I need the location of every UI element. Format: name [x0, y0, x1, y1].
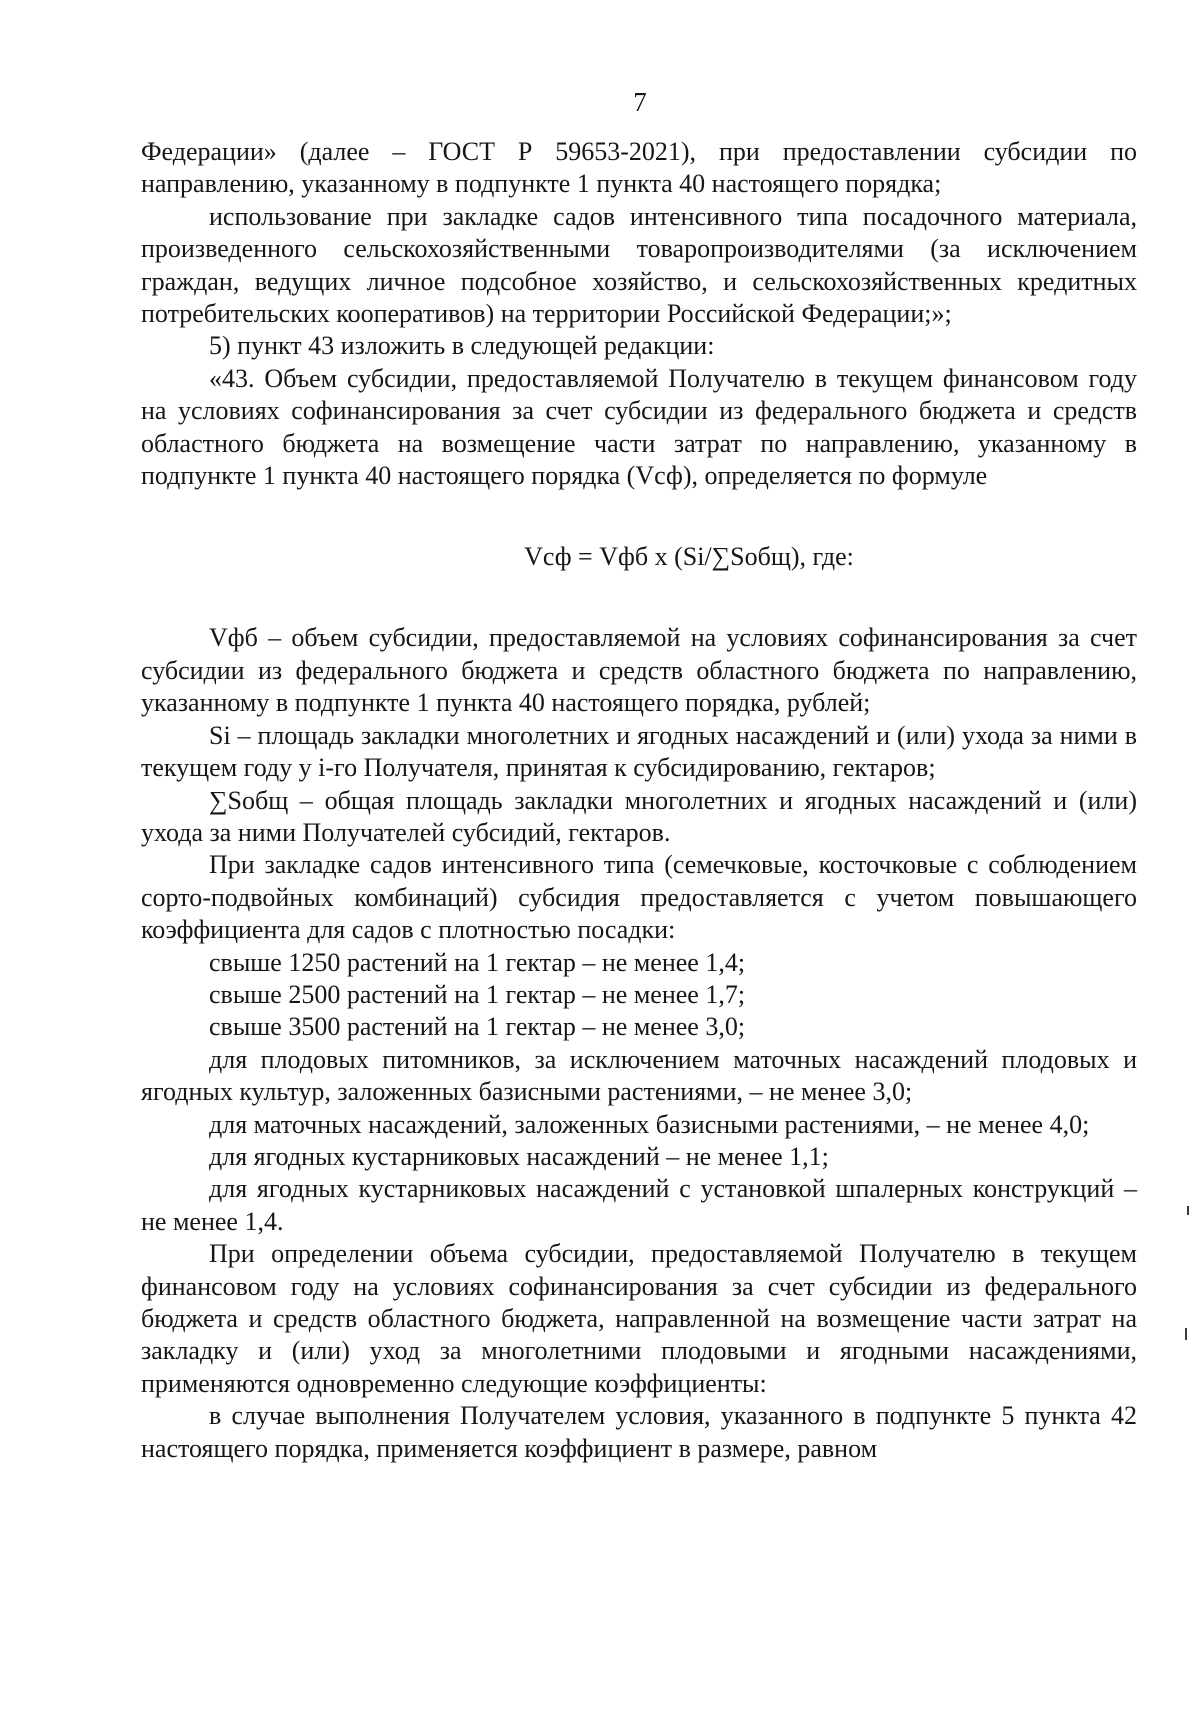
coefficient-item-nurseries: для плодовых питомников, за исключением маточных насаждений плодовых и ягодных культур, заложенных базисными растениями, – не менее 3,0;	[141, 1044, 1137, 1107]
paragraph-planting-material: использование при закладке садов интенсивного типа посадочного материала, произведенного сельскохозяйственными товаропроизводителями (за исключением граждан, ведущих личное подсобное хозяйство, и сельскохозяйственных кредитных потребительских кооперативов) на территории Российской Федерации;»;	[141, 201, 1137, 329]
coefficient-item-berry-trellis: для ягодных кустарниковых насаждений с установкой шпалерных конструкций – не менее 1,4.	[141, 1174, 1137, 1236]
coefficient-item-1250: свыше 1250 растений на 1 гектар – не менее 1,4;	[209, 947, 746, 977]
scan-mark-top	[1187, 1206, 1189, 1215]
paragraph-intensive-gardens: При закладке садов интенсивного типа (семечковые, косточковые с соблюдением сорто-подвойных комбинаций) субсидия предоставляется с учетом повышающего коэффициента для садов с плотностью посадки:	[141, 850, 1137, 945]
definition-vfb: Vфб – объем субсидии, предоставляемой на условиях софинансирования за счет субсидии из федерального бюджета и средств областного бюджета по направлению, указанному в подпункте 1 пункта 40 настоящего порядка, рублей;	[141, 623, 1137, 718]
paragraph-volume-determination: При определении объема субсидии, предоставляемой Получателю в текущем финансовом году на условиях софинансирования за счет субсидии из федерального бюджета и средств областного бюджета, направленной на возмещение части затрат на закладку и (или) уход за многолетними плодовыми и ягодными насаждениями, применяются одновременно следующие коэффициенты:	[141, 1239, 1137, 1398]
coefficient-item-mother-plantings: для маточных насаждений, заложенных базисными растениями, – не менее 4,0;	[209, 1109, 1090, 1139]
paragraph-condition-clause-42: в случае выполнения Получателем условия, указанного в подпункте 5 пункта 42 настоящего порядка, применяется коэффициент в размере, равном	[141, 1401, 1137, 1463]
page-number: 7	[633, 87, 647, 117]
paragraph-gost-reference: Федерации» (далее – ГОСТ Р 59653-2021), при предоставлении субсидии по направлению, указанному в подпункте 1 пункта 40 настоящего порядка;	[141, 137, 1137, 199]
coefficient-item-2500: свыше 2500 растений на 1 гектар – не менее 1,7;	[209, 979, 746, 1009]
document-body	[141, 136, 1137, 1465]
scan-mark-bottom	[1185, 1328, 1187, 1340]
paragraph-item-5: 5) пункт 43 изложить в следующей редакции:	[209, 331, 715, 361]
paragraph-clause-43: «43. Объем субсидии, предоставляемой Получателю в текущем финансовом году на условиях софинансирования за счет субсидии из федерального бюджета и средств областного бюджета на возмещение части затрат по направлению, указанному в подпункте 1 пункта 40 настоящего порядка (Vсф), определяется по формуле	[141, 363, 1137, 491]
subsidy-formula: Vсф = Vфб х (Si/∑Sобщ), где:	[524, 542, 854, 572]
definition-sum-sobsh: ∑Sобщ – общая площадь закладки многолетних и ягодных насаждений и (или) ухода за ними Получателей субсидий, гектаров.	[141, 785, 1137, 847]
definition-si: Si – площадь закладки многолетних и ягодных насаждений и (или) ухода за ними в текущем году у i-го Получателя, принятая к субсидированию, гектаров;	[141, 720, 1137, 783]
coefficient-item-3500: свыше 3500 растений на 1 гектар – не менее 3,0;	[209, 1012, 746, 1042]
coefficient-item-berry-shrubs: для ягодных кустарниковых насаждений – не менее 1,1;	[209, 1141, 829, 1171]
